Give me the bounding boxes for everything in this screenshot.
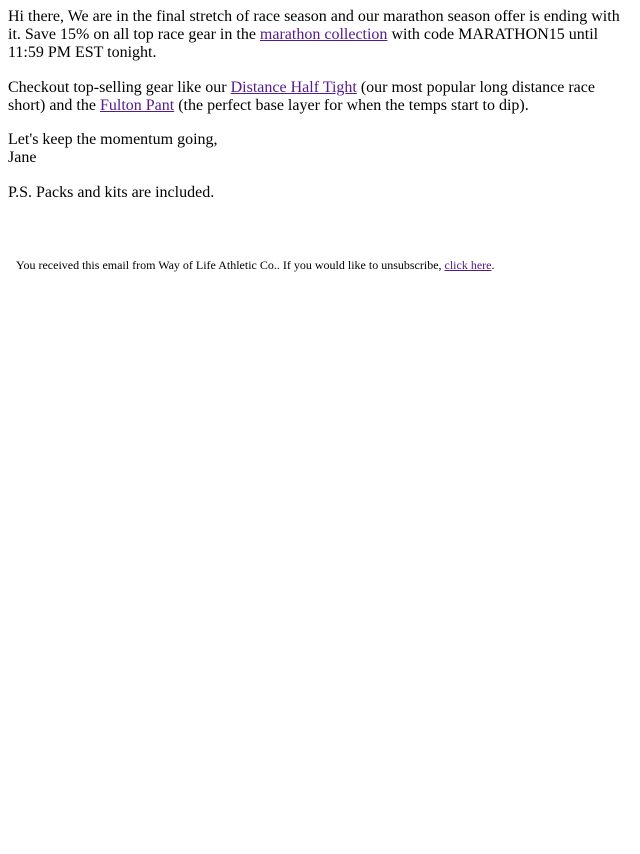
intro-text-2: with code MARATHON15 until 11:59 PM EST tonight. (8, 26, 599, 62)
footer-text-after: . (491, 257, 495, 272)
intro-text-1: Hi there, We are in the final stretch of race season and our marathon season offer is ending with it. Save 15% on all top race gear in the (8, 8, 620, 44)
products-text-3: (the perfect base layer for when the temps start to dip). (174, 96, 529, 114)
postscript-line: P.S. Packs and kits are included. (8, 183, 215, 201)
fulton-pant-link[interactable]: Fulton Pant (99, 96, 175, 114)
footer-spacer (8, 218, 632, 258)
products-text-2: (our most popular long distance race short) and the (8, 78, 595, 114)
email-paragraph-products (8, 79, 632, 115)
email-footer (8, 258, 632, 272)
footer-text-before: You received this email from Way of Life Athletic Co.. If you would like to unsubscribe, (16, 257, 442, 272)
marathon-collection-link[interactable]: marathon collection (259, 26, 388, 44)
products-text-1: Checkout top-selling gear like our (8, 78, 231, 96)
signoff-line-2: Jane (8, 149, 37, 167)
unsubscribe-link[interactable]: click here (444, 257, 492, 272)
signoff-line-1: Let's keep the momentum going, (8, 131, 218, 149)
distance-half-tight-link[interactable]: Distance Half Tight (230, 78, 357, 96)
email-paragraph-intro (8, 8, 632, 63)
email-body (0, 0, 640, 272)
